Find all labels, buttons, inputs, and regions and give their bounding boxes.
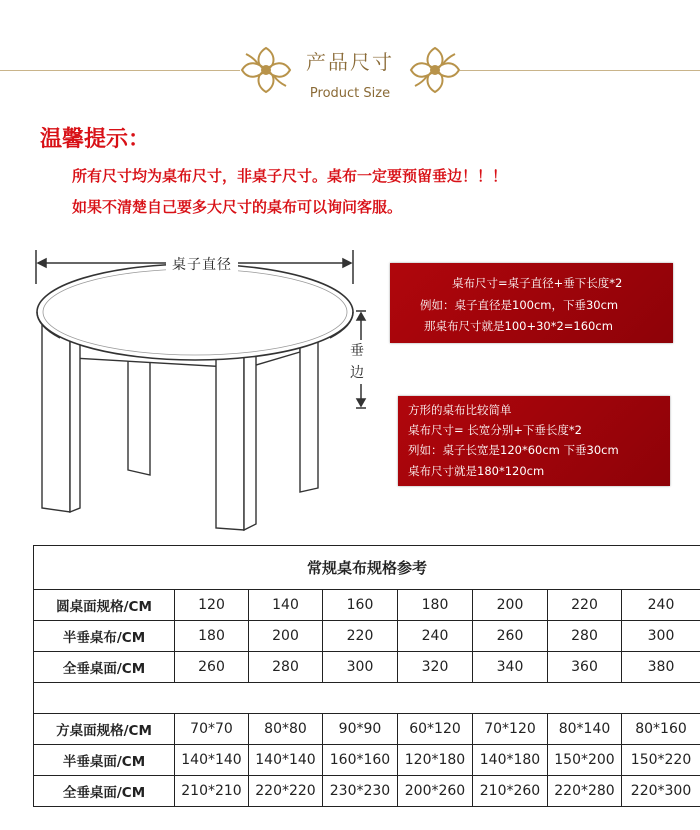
table-cell: 150*200 <box>548 745 622 776</box>
row-label: 全垂桌面/CM <box>34 652 175 683</box>
spacer-cell <box>34 683 700 714</box>
row-label: 方桌面规格/CM <box>34 714 175 745</box>
page-subtitle: Product Size <box>309 86 391 101</box>
table-cell: 360 <box>548 652 622 683</box>
table-cell: 140*140 <box>175 745 249 776</box>
table-row <box>34 745 700 776</box>
row-label: 半垂桌布/CM <box>34 621 175 652</box>
table-cell: 220*280 <box>548 776 622 807</box>
table-row <box>34 652 700 683</box>
table-cell: 70*120 <box>473 714 548 745</box>
table-cell: 80*140 <box>548 714 622 745</box>
size-table-grid <box>33 545 700 807</box>
table-cell: 210*210 <box>175 776 249 807</box>
round-formula-line-2: 例如：桌子直径是100cm，下垂30cm <box>420 298 619 312</box>
table-cell: 80*80 <box>249 714 323 745</box>
table-row <box>34 776 700 807</box>
table-cell: 160*160 <box>323 745 398 776</box>
header-divider-right <box>460 70 700 71</box>
table-cell: 70*70 <box>175 714 249 745</box>
table-cell: 120 <box>175 590 249 621</box>
table-row <box>34 621 700 652</box>
table-cell: 150*220 <box>622 745 700 776</box>
size-table <box>33 545 700 810</box>
drop-label-char-2: 边 <box>350 365 364 381</box>
table-cell: 180 <box>398 590 473 621</box>
table-cell: 90*90 <box>323 714 398 745</box>
drop-label <box>348 340 366 384</box>
tip-line-2: 如果不清楚自己要多大尺寸的桌布可以询问客服。 <box>72 198 403 216</box>
table-diagram <box>0 240 390 540</box>
round-formula-line-3: 那桌布尺寸就是100+30*2=160cm <box>424 319 613 333</box>
table-cell: 220*220 <box>249 776 323 807</box>
table-cell: 300 <box>622 621 700 652</box>
table-cell: 140 <box>249 590 323 621</box>
diameter-label: 桌子直径 <box>166 254 238 274</box>
table-illustration <box>0 240 390 540</box>
row-label: 圆桌面规格/CM <box>34 590 175 621</box>
table-cell: 280 <box>548 621 622 652</box>
table-cell: 120*180 <box>398 745 473 776</box>
table-cell: 260 <box>473 621 548 652</box>
table-cell: 140*180 <box>473 745 548 776</box>
drop-label-char-1: 垂 <box>350 343 364 359</box>
row-label: 全垂桌面/CM <box>34 776 175 807</box>
table-cell: 200 <box>473 590 548 621</box>
table-cell: 230*230 <box>323 776 398 807</box>
table-cell: 60*120 <box>398 714 473 745</box>
table-row <box>34 714 700 745</box>
round-formula-box <box>390 263 673 343</box>
table-cell: 380 <box>622 652 700 683</box>
table-cell: 320 <box>398 652 473 683</box>
section-header <box>0 38 700 108</box>
page-title: 产品尺寸 <box>306 50 394 74</box>
table-cell: 200 <box>249 621 323 652</box>
round-formula-line-1: 桌布尺寸=桌子直径+垂下长度*2 <box>452 276 623 290</box>
table-cell: 80*160 <box>622 714 700 745</box>
table-cell: 200*260 <box>398 776 473 807</box>
square-formula-line-3: 列如：桌子长宽是120*60cm 下垂30cm <box>408 443 619 457</box>
square-formula-line-4: 桌布尺寸就是180*120cm <box>408 464 545 478</box>
header-divider-left <box>0 70 240 71</box>
table-cell: 210*260 <box>473 776 548 807</box>
table-spacer-row <box>34 683 700 714</box>
table-cell: 220 <box>548 590 622 621</box>
table-cell: 260 <box>175 652 249 683</box>
square-formula-line-2: 桌布尺寸= 长宽分别+下垂长度*2 <box>408 423 582 437</box>
table-cell: 160 <box>323 590 398 621</box>
square-formula-box <box>398 396 670 486</box>
table-cell: 240 <box>622 590 700 621</box>
table-cell: 220*300 <box>622 776 700 807</box>
tips-title: 温馨提示： <box>40 127 151 152</box>
ornament-right-icon <box>405 44 465 96</box>
table-cell: 280 <box>249 652 323 683</box>
table-cell: 180 <box>175 621 249 652</box>
table-cell: 340 <box>473 652 548 683</box>
tip-line-1: 所有尺寸均为桌布尺寸，非桌子尺寸。桌布一定要预留垂边！！！ <box>72 167 508 185</box>
table-cell: 300 <box>323 652 398 683</box>
table-cell: 220 <box>323 621 398 652</box>
square-formula-line-1: 方形的桌布比较简单 <box>408 403 512 417</box>
table-title: 常规桌布规格参考 <box>34 546 700 590</box>
row-label: 半垂桌面/CM <box>34 745 175 776</box>
table-cell: 140*140 <box>249 745 323 776</box>
table-cell: 240 <box>398 621 473 652</box>
table-row <box>34 590 700 621</box>
ornament-left-icon <box>236 44 296 96</box>
